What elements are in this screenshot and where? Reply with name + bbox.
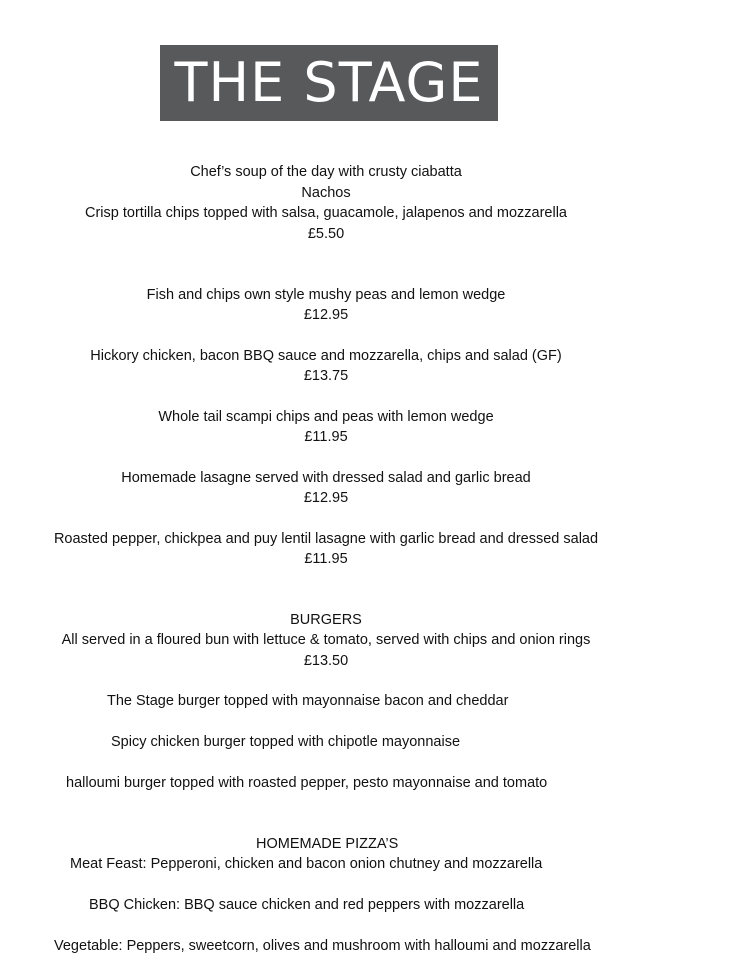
- menu-item-spicy-chicken-burger: Spicy chicken burger topped with chipotle mayonnaise: [111, 734, 461, 750]
- menu-item-halloumi-burger: halloumi burger topped with roasted pepper, pesto mayonnaise and tomato: [66, 775, 548, 791]
- burgers-description: All served in a floured bun with lettuce & tomato, served with chips and onion rings: [61, 632, 591, 648]
- menu-item-bbq-chicken-pizza: BBQ Chicken: BBQ sauce chicken and red peppers with mozzarella: [89, 897, 525, 913]
- menu-item-price: £12.95: [303, 490, 349, 506]
- menu-item-price: £12.95: [303, 307, 349, 323]
- menu-item-nachos-desc: Crisp tortilla chips topped with salsa, guacamole, jalapenos and mozzarella: [85, 205, 567, 221]
- menu-item-price: £13.75: [303, 368, 349, 384]
- logo-text: THE STAGE: [174, 51, 484, 114]
- starters-price: £5.50: [307, 226, 345, 242]
- menu-item-price: £11.95: [304, 551, 348, 567]
- menu-item-meat-feast: Meat Feast: Pepperoni, chicken and bacon onion chutney and mozzarella: [70, 856, 543, 872]
- logo: [160, 45, 498, 121]
- menu-item-price: £11.95: [304, 429, 348, 445]
- menu-item-vegetable-pizza: Vegetable: Peppers, sweetcorn, olives and mushroom with halloumi and mozzarella: [54, 938, 591, 954]
- menu-item-veg-lasagne: Roasted pepper, chickpea and puy lentil lasagne with garlic bread and dressed salad: [53, 531, 599, 547]
- menu-item-nachos-title: Nachos: [301, 185, 351, 201]
- section-heading-burgers: BURGERS: [290, 612, 362, 628]
- menu-item-scampi: Whole tail scampi chips and peas with lemon wedge: [158, 409, 494, 425]
- section-heading-pizzas: HOMEMADE PIZZA’S: [256, 836, 399, 852]
- burgers-price: £13.50: [303, 653, 349, 669]
- menu-item-hickory-chicken: Hickory chicken, bacon BBQ sauce and mozzarella, chips and salad (GF): [90, 348, 562, 364]
- menu-item-soup: Chef’s soup of the day with crusty ciabatta: [190, 164, 462, 180]
- menu-item-fish-and-chips: Fish and chips own style mushy peas and lemon wedge: [146, 287, 506, 303]
- menu-item-stage-burger: The Stage burger topped with mayonnaise bacon and cheddar: [107, 693, 509, 709]
- menu-item-lasagne: Homemade lasagne served with dressed salad and garlic bread: [121, 470, 531, 486]
